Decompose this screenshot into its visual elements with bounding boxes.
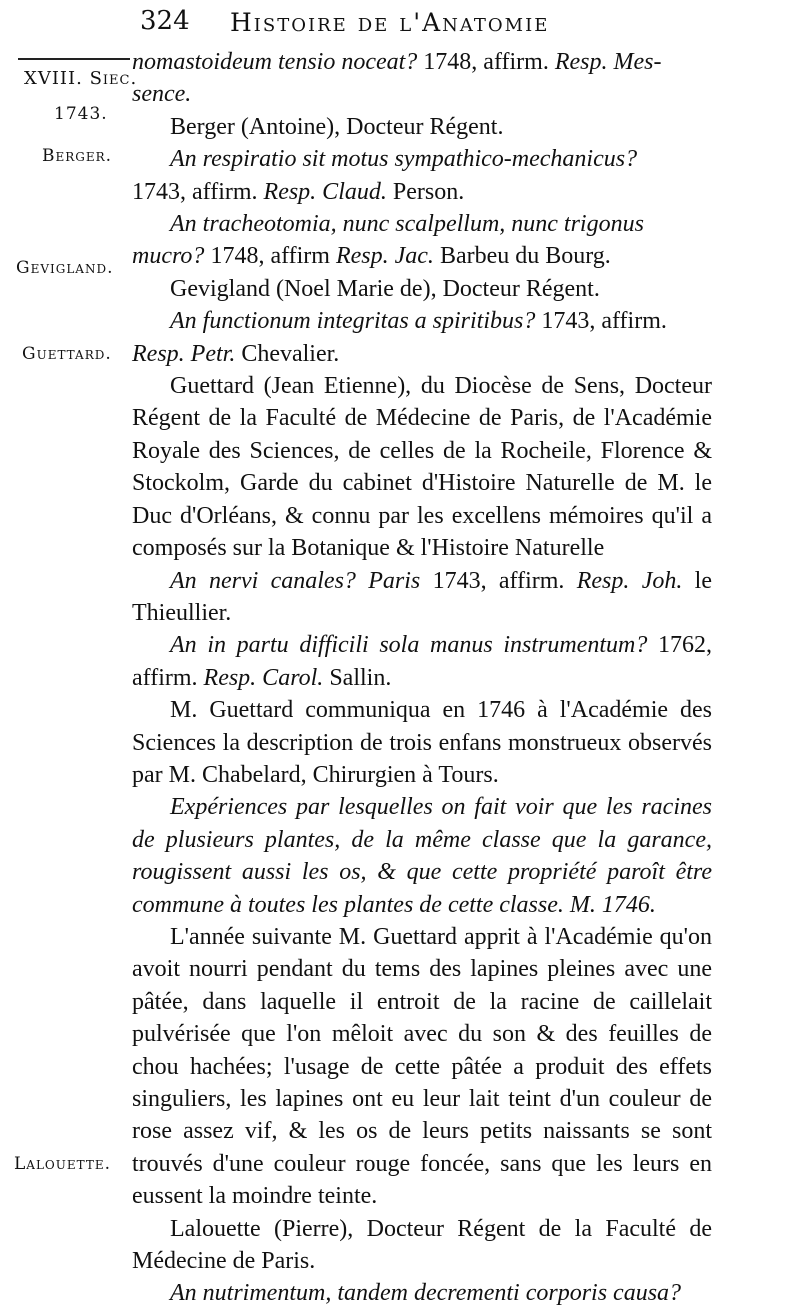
text-line: Resp. Petr. Chevalier. [132, 340, 340, 367]
text-line: nomastoideum tensio noceat? 1748, affirm. Resp. Mes- [132, 49, 662, 75]
margin-guettard: Guettard. [22, 344, 112, 364]
thesis-title: An respiratio sit motus sympathico-mechanicus? [170, 146, 638, 173]
entry-guettard: Guettard (Jean Etienne), du Diocèse de Sens, Docteur Régent de la Faculté de Médecine de Paris, de l'Académie Royale des Sciences, de celles de la Rocheile, Florence & Stockolm, Garde du cabinet d'Histoire Naturelle de M. le Duc d'Orléans, & connu par les excellens mémoires qu'il a composés sur la Botanique & l'Histoire Naturelle [132, 373, 712, 562]
text-line: mucro? 1748, affirm Resp. Jac. Barbeu du Bourg. [132, 243, 611, 270]
paragraph: L'année suivante M. Guettard apprit à l'Académie qu'on avoit nourri pendant du tems des lapines pleines avec une pâtée, dans laquelle il entroit de la racine de caillelait pulvérisée que l'on mêloit avec du son & des feuilles de chou hachées; l'usage de cette pâtée a produit des effets singuliers, les lapines ont eu leur lait teint d'un couleur de rose assez vif, & les os de leurs petits naissants se sont trouvés d'une couleur rouge foncée, sans que les leurs en eussent la moindre teinte. [132, 923, 712, 1210]
margin-rule [18, 58, 130, 60]
text-line: 1743, affirm. Resp. Claud. Person. [132, 178, 465, 205]
margin-century: XVIII. Siec. [24, 68, 138, 89]
text-line: An nervi canales? Paris 1743, affirm. Resp. Joh. le Thieullier. [132, 567, 712, 626]
text-line: sence. [132, 81, 192, 108]
margin-berger: Berger. [42, 146, 113, 166]
text-line: An functionum integritas a spiritibus? 1743, affirm. [170, 308, 667, 335]
running-head: Histoire de l'Anatomie [230, 8, 550, 37]
body-text [132, 46, 712, 1310]
paragraph: M. Guettard communiqua en 1746 à l'Académie des Sciences la description de trois enfans monstrueux observés par M. Chabelard, Chirurgien à Tours. [132, 697, 712, 788]
page-number: 324 [140, 6, 190, 36]
entry-berger: Berger (Antoine), Docteur Régent. [170, 113, 504, 140]
thesis-title: An tracheotomia, nunc scalpellum, nunc trigonus [170, 211, 644, 238]
margin-lalouette: Lalouette. [14, 1154, 112, 1174]
entry-lalouette: Lalouette (Pierre), Docteur Régent de la Faculté de Médecine de Paris. [132, 1215, 712, 1275]
page-header [140, 6, 780, 46]
margin-year: 1743. [54, 104, 108, 124]
text-line: An in partu difficili sola manus instrumentum? 1762, affirm. Resp. Carol. Sallin. [132, 632, 713, 691]
entry-gevigland: Gevigland (Noel Marie de), Docteur Régent. [170, 275, 600, 302]
paragraph-italic: Expériences par lesquelles on fait voir que les racines de plusieurs plantes, de la même classe que la garance, rougissent aussi les os, & que cette propriété paroît être commune à toutes les plantes de cette classe. M. 1746. [132, 794, 712, 918]
thesis-title: An nutrimentum, tandem decrementi corporis causa? [170, 1280, 682, 1307]
margin-gevigland: Gevigland. [16, 258, 114, 278]
